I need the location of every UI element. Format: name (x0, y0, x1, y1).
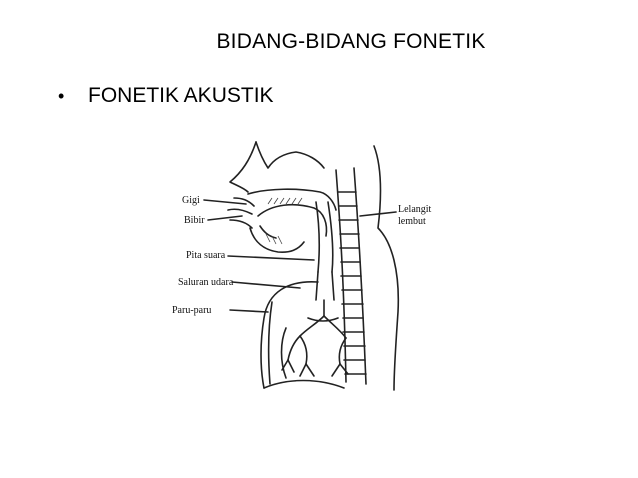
label-lelangit: Lelangit (398, 204, 432, 215)
slide-title: BIDANG-BIDANG FONETIK (216, 30, 486, 53)
label-lembut: lembut (398, 216, 426, 227)
label-gigi: Gigi (182, 195, 200, 206)
bullet-icon: • (58, 85, 65, 106)
vocal-tract-diagram (168, 132, 468, 394)
bullet-text: FONETIK AKUSTIK (88, 84, 274, 107)
label-pita-suara: Pita suara (186, 250, 226, 261)
vocal-tract-illustration (168, 132, 468, 394)
bullet-item (58, 84, 274, 108)
label-bibir: Bibir (184, 215, 205, 226)
label-saluran-udara: Saluran udara (178, 277, 234, 288)
label-paru-paru: Paru-paru (172, 305, 212, 316)
